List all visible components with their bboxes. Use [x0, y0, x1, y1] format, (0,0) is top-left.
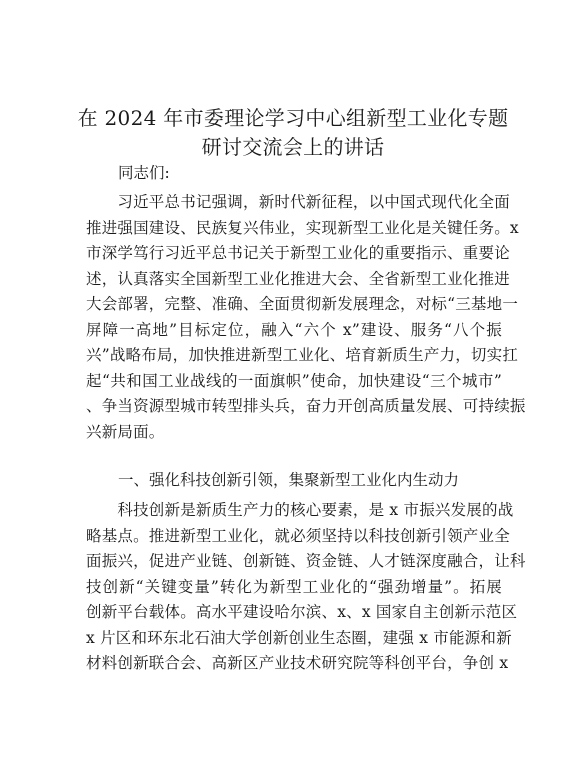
paragraph-line: 起“共和国工业战线的一面旗帜”使命，加快建设“三个城市” [86, 371, 502, 390]
paragraph-line: 兴”战略布局，加快推进新型工业化、培育新质生产力，切实扛 [86, 346, 519, 364]
paragraph-line: 屏障一高地”目标定位，融入“六个 x”建设、服务“八个振 [86, 320, 502, 339]
paragraph-line: 创新平台载体。高水平建设哈尔滨、x、x 国家自主创新示范区 [86, 603, 518, 621]
title-line-1: 在 2024 年市委理论学习中心组新型工业化专题 [77, 106, 509, 130]
paragraph-line: 科技创新是新质生产力的核心要素，是 x 市振兴发展的战 [86, 501, 514, 519]
paragraph-line: 习近平总书记强调，新时代新征程，以中国式现代化全面 [86, 193, 510, 211]
paragraph-intro [86, 190, 526, 445]
paragraph-line: 技创新“关键变量”转化为新型工业化的“强劲增量”。拓展 [86, 577, 502, 596]
paragraph-line: 大会部署，完整、准确、全面贯彻新发展理念，对标“三基地一 [86, 295, 519, 313]
document-title [60, 104, 526, 162]
paragraph-line: 略基点。推进新型工业化，就必须坚持以科技创新引领产业全 [86, 526, 510, 545]
paragraph-line: 兴新局面。 [86, 422, 165, 441]
paragraph-line: 面振兴，促进产业链、创新链、资金链、人才链深度融合，让科 [86, 552, 526, 570]
paragraph-line: 材料创新联合会、高新区产业技术研究院等科创平台，争创 x [86, 654, 509, 672]
paragraph-line: 市深学笃行习近平总书记关于新型工业化的重要指示、重要论 [86, 244, 510, 262]
section-heading-1: 一、强化科技创新引领，集聚新型工业化内生动力 [118, 471, 460, 489]
paragraph-line: 、争当资源型城市转型排头兵，奋力开创高质量发展、可持续振 [86, 397, 526, 415]
salutation: 同志们: [118, 164, 170, 182]
paragraph-section-1 [86, 498, 526, 677]
title-line-2: 研讨交流会上的讲话 [201, 135, 385, 159]
paragraph-line: 述，认真落实全国新型工业化推进大会、全省新型工业化推进 [86, 269, 510, 288]
paragraph-line: 推进强国建设、民族复兴伟业，实现新型工业化是关键任务。x [86, 218, 519, 237]
paragraph-line: x 片区和环东北石油大学创新创业生态圈，建强 x 市能源和新 [86, 628, 512, 647]
